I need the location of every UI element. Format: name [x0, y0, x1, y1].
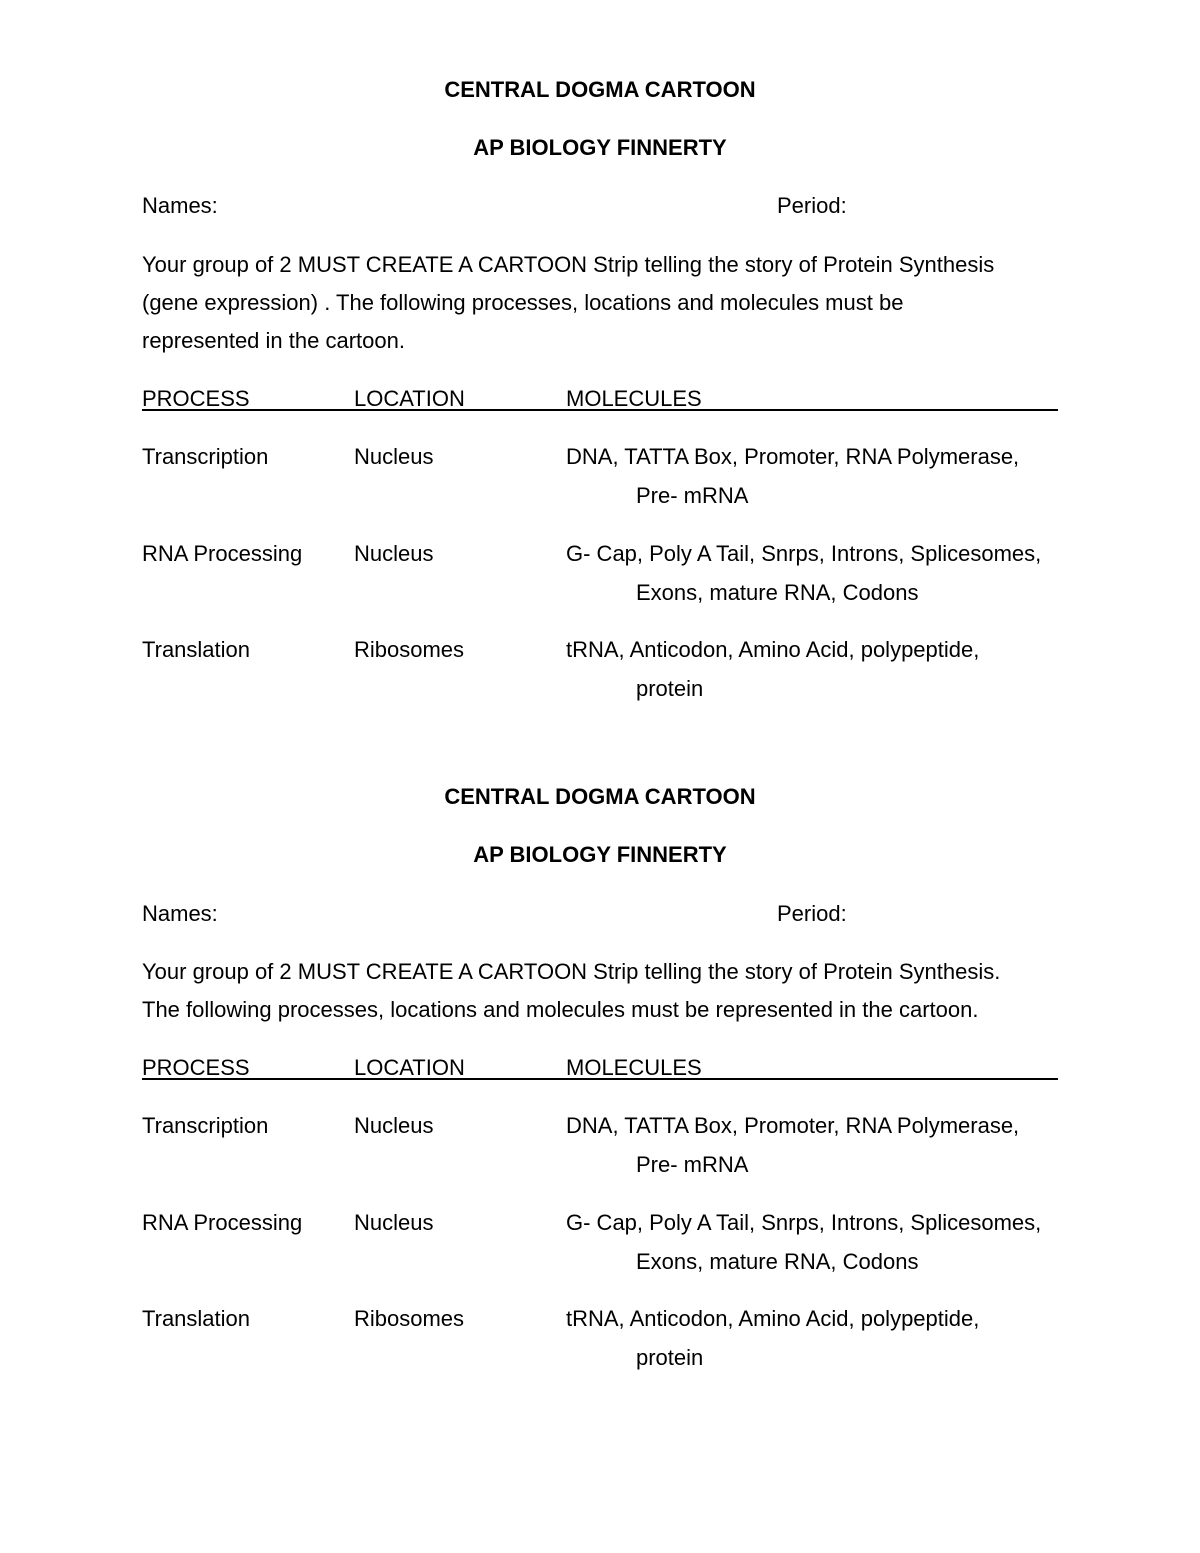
- location-cell: Nucleus: [354, 444, 434, 469]
- molecules-cell-continued: protein: [636, 676, 704, 701]
- instructions-line: (gene expression) . The following processes, locations and molecules must be: [142, 290, 904, 315]
- molecules-cell: G- Cap, Poly A Tail, Snrps, Introns, Splicesomes,: [566, 541, 1042, 566]
- process-cell: Transcription: [142, 1113, 269, 1138]
- column-header-location: LOCATION: [354, 386, 465, 411]
- worksheet-title: CENTRAL DOGMA CARTOON: [444, 77, 756, 102]
- worksheet-title: CENTRAL DOGMA CARTOON: [444, 784, 756, 809]
- column-header-molecules: MOLECULES: [566, 386, 702, 411]
- molecules-cell: DNA, TATTA Box, Promoter, RNA Polymerase,: [566, 444, 1020, 469]
- instructions-line: represented in the cartoon.: [142, 328, 405, 353]
- molecules-cell-continued: Pre- mRNA: [636, 1152, 749, 1177]
- names-label: Names:: [142, 901, 218, 926]
- molecules-cell-continued: Pre- mRNA: [636, 483, 749, 508]
- instructions-line: The following processes, locations and molecules must be represented in the cartoon.: [142, 997, 979, 1022]
- column-header-location: LOCATION: [354, 1055, 465, 1080]
- instructions-line: Your group of 2 MUST CREATE A CARTOON Strip telling the story of Protein Synthesis: [142, 252, 995, 277]
- period-label: Period:: [777, 901, 847, 926]
- column-header-process: PROCESS: [142, 386, 250, 411]
- molecules-cell-continued: Exons, mature RNA, Codons: [636, 580, 919, 605]
- worksheet-subtitle: AP BIOLOGY FINNERTY: [473, 135, 727, 160]
- process-cell: Translation: [142, 637, 251, 662]
- location-cell: Nucleus: [354, 1210, 434, 1235]
- molecules-cell-continued: Exons, mature RNA, Codons: [636, 1249, 919, 1274]
- location-cell: Nucleus: [354, 1113, 434, 1138]
- process-cell: RNA Processing: [142, 541, 303, 566]
- process-cell: Transcription: [142, 444, 269, 469]
- column-header-process: PROCESS: [142, 1055, 250, 1080]
- molecules-cell: tRNA, Anticodon, Amino Acid, polypeptide,: [566, 1306, 980, 1331]
- column-header-molecules: MOLECULES: [566, 1055, 702, 1080]
- molecules-cell: DNA, TATTA Box, Promoter, RNA Polymerase,: [566, 1113, 1020, 1138]
- instructions-line: Your group of 2 MUST CREATE A CARTOON Strip telling the story of Protein Synthesis.: [142, 959, 1001, 984]
- period-label: Period:: [777, 193, 847, 218]
- names-label: Names:: [142, 193, 218, 218]
- worksheet-subtitle: AP BIOLOGY FINNERTY: [473, 842, 727, 867]
- molecules-cell-continued: protein: [636, 1345, 704, 1370]
- process-cell: Translation: [142, 1306, 251, 1331]
- process-cell: RNA Processing: [142, 1210, 303, 1235]
- molecules-cell: G- Cap, Poly A Tail, Snrps, Introns, Splicesomes,: [566, 1210, 1042, 1235]
- location-cell: Ribosomes: [354, 637, 465, 662]
- molecules-cell: tRNA, Anticodon, Amino Acid, polypeptide,: [566, 637, 980, 662]
- location-cell: Ribosomes: [354, 1306, 465, 1331]
- location-cell: Nucleus: [354, 541, 434, 566]
